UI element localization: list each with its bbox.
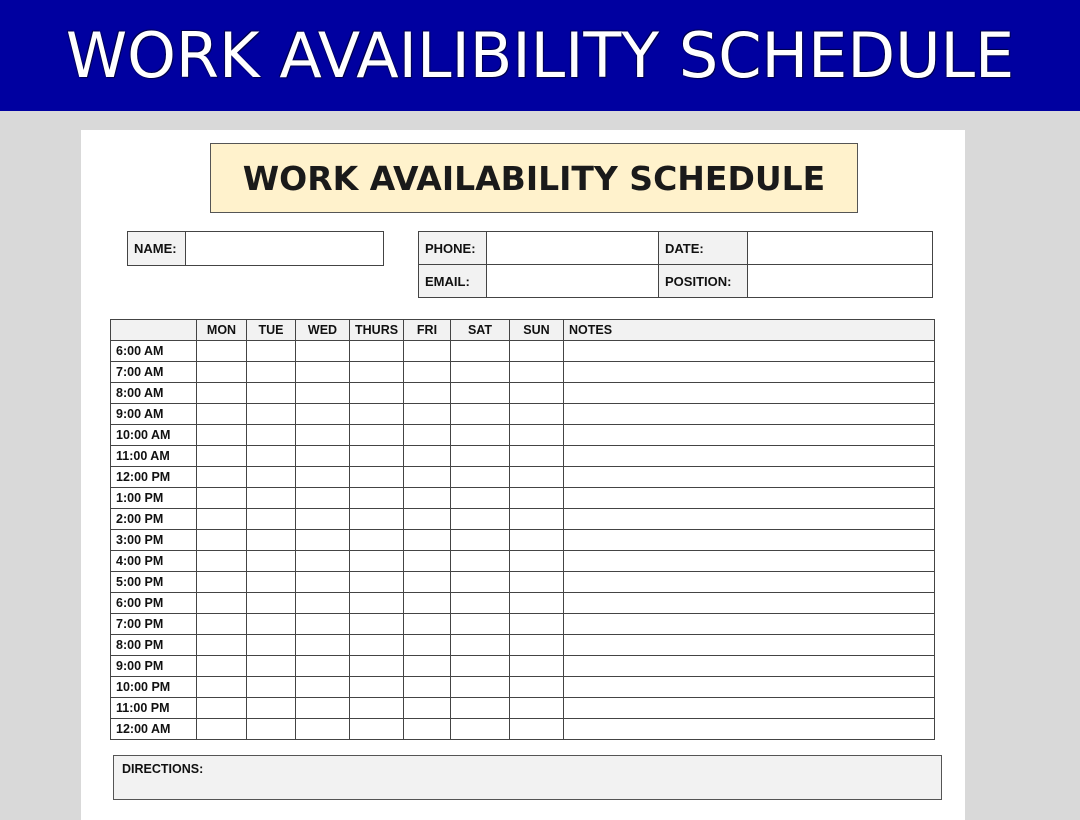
availability-cell[interactable]: [350, 719, 404, 740]
availability-cell[interactable]: [197, 362, 247, 383]
time-label: 7:00 AM: [111, 362, 197, 383]
availability-cell[interactable]: [296, 467, 350, 488]
availability-cell[interactable]: [510, 593, 564, 614]
availability-cell[interactable]: [296, 719, 350, 740]
table-row: [111, 404, 935, 425]
time-label: 5:00 PM: [111, 572, 197, 593]
table-header-row: [111, 320, 935, 341]
time-label: 1:00 PM: [111, 488, 197, 509]
name-table: [127, 231, 384, 266]
availability-cell[interactable]: [451, 425, 510, 446]
availability-cell[interactable]: [247, 572, 296, 593]
table-row: [111, 656, 935, 677]
availability-cell[interactable]: [247, 404, 296, 425]
table-row: [111, 383, 935, 404]
availability-cell[interactable]: [451, 362, 510, 383]
availability-cell[interactable]: [197, 530, 247, 551]
availability-cell[interactable]: [350, 446, 404, 467]
availability-cell[interactable]: [247, 383, 296, 404]
time-label: 9:00 PM: [111, 656, 197, 677]
availability-cell[interactable]: [510, 635, 564, 656]
availability-cell[interactable]: [197, 509, 247, 530]
availability-cell[interactable]: [510, 467, 564, 488]
availability-cell[interactable]: [197, 383, 247, 404]
availability-cell[interactable]: [247, 425, 296, 446]
availability-cell[interactable]: [510, 677, 564, 698]
time-label: 10:00 PM: [111, 677, 197, 698]
table-row: [111, 467, 935, 488]
availability-cell[interactable]: [247, 635, 296, 656]
availability-cell[interactable]: [350, 677, 404, 698]
availability-cell[interactable]: [197, 677, 247, 698]
availability-cell[interactable]: [197, 341, 247, 362]
notes-cell[interactable]: [564, 467, 935, 488]
availability-cell[interactable]: [296, 488, 350, 509]
availability-cell[interactable]: [296, 551, 350, 572]
availability-cell[interactable]: [296, 530, 350, 551]
date-label: DATE:: [659, 232, 748, 265]
availability-cell[interactable]: [247, 719, 296, 740]
availability-cell[interactable]: [350, 530, 404, 551]
availability-cell[interactable]: [350, 614, 404, 635]
availability-cell[interactable]: [510, 614, 564, 635]
availability-cell[interactable]: [451, 404, 510, 425]
document-title-box: [210, 143, 858, 213]
availability-cell[interactable]: [197, 656, 247, 677]
availability-cell[interactable]: [404, 488, 451, 509]
availability-cell[interactable]: [296, 677, 350, 698]
time-label: 6:00 AM: [111, 341, 197, 362]
availability-cell[interactable]: [451, 614, 510, 635]
name-field[interactable]: [186, 232, 384, 266]
availability-cell[interactable]: [350, 698, 404, 719]
position-field[interactable]: [748, 265, 933, 298]
availability-cell[interactable]: [247, 446, 296, 467]
column-header-wed: WED: [296, 320, 350, 341]
availability-cell[interactable]: [247, 488, 296, 509]
time-label: 2:00 PM: [111, 509, 197, 530]
availability-cell[interactable]: [510, 719, 564, 740]
banner: [0, 0, 1080, 111]
availability-cell[interactable]: [404, 593, 451, 614]
notes-cell[interactable]: [564, 530, 935, 551]
table-row: [111, 551, 935, 572]
availability-cell[interactable]: [197, 614, 247, 635]
availability-cell[interactable]: [510, 425, 564, 446]
availability-cell[interactable]: [247, 341, 296, 362]
table-row: [111, 572, 935, 593]
notes-cell[interactable]: [564, 593, 935, 614]
column-header-sat: SAT: [451, 320, 510, 341]
availability-cell[interactable]: [451, 593, 510, 614]
availability-cell[interactable]: [247, 614, 296, 635]
availability-cell[interactable]: [451, 656, 510, 677]
availability-cell[interactable]: [197, 593, 247, 614]
availability-cell[interactable]: [404, 614, 451, 635]
availability-cell[interactable]: [510, 530, 564, 551]
time-label: 12:00 AM: [111, 719, 197, 740]
availability-cell[interactable]: [296, 656, 350, 677]
notes-cell[interactable]: [564, 341, 935, 362]
availability-cell[interactable]: [404, 467, 451, 488]
availability-cell[interactable]: [350, 656, 404, 677]
availability-cell[interactable]: [296, 362, 350, 383]
availability-cell[interactable]: [510, 551, 564, 572]
notes-cell[interactable]: [564, 572, 935, 593]
availability-cell[interactable]: [404, 656, 451, 677]
availability-cell[interactable]: [197, 719, 247, 740]
document-title: WORK AVAILABILITY SCHEDULE: [242, 158, 826, 198]
availability-cell[interactable]: [510, 446, 564, 467]
availability-cell[interactable]: [197, 698, 247, 719]
availability-cell[interactable]: [296, 698, 350, 719]
availability-cell[interactable]: [404, 341, 451, 362]
availability-cell[interactable]: [296, 404, 350, 425]
availability-cell[interactable]: [350, 467, 404, 488]
table-row: [111, 425, 935, 446]
column-header-fri: FRI: [404, 320, 451, 341]
availability-cell[interactable]: [197, 425, 247, 446]
availability-cell[interactable]: [296, 446, 350, 467]
availability-cell[interactable]: [404, 719, 451, 740]
email-field[interactable]: [487, 265, 659, 298]
availability-cell[interactable]: [296, 341, 350, 362]
name-label: NAME:: [128, 232, 186, 266]
availability-cell[interactable]: [404, 362, 451, 383]
availability-cell[interactable]: [451, 719, 510, 740]
notes-cell[interactable]: [564, 509, 935, 530]
column-header-tue: TUE: [247, 320, 296, 341]
phone-field[interactable]: [487, 232, 659, 265]
table-row: [111, 530, 935, 551]
availability-cell[interactable]: [247, 509, 296, 530]
availability-cell[interactable]: [510, 572, 564, 593]
availability-cell[interactable]: [404, 509, 451, 530]
availability-cell[interactable]: [451, 551, 510, 572]
position-label: POSITION:: [659, 265, 748, 298]
availability-cell[interactable]: [247, 467, 296, 488]
directions-box[interactable]: [113, 755, 942, 800]
table-row: [111, 719, 935, 740]
availability-cell[interactable]: [451, 698, 510, 719]
contact-table: [418, 231, 933, 298]
availability-cell[interactable]: [451, 488, 510, 509]
availability-cell[interactable]: [247, 593, 296, 614]
email-label: EMAIL:: [419, 265, 487, 298]
availability-cell[interactable]: [510, 509, 564, 530]
availability-cell[interactable]: [451, 509, 510, 530]
availability-cell[interactable]: [510, 341, 564, 362]
time-label: 8:00 AM: [111, 383, 197, 404]
availability-cell[interactable]: [510, 404, 564, 425]
table-row: [111, 509, 935, 530]
table-row: [111, 446, 935, 467]
availability-cell[interactable]: [350, 404, 404, 425]
availability-cell[interactable]: [510, 698, 564, 719]
availability-cell[interactable]: [510, 488, 564, 509]
notes-cell[interactable]: [564, 635, 935, 656]
availability-cell[interactable]: [451, 572, 510, 593]
notes-cell[interactable]: [564, 656, 935, 677]
time-label: 11:00 PM: [111, 698, 197, 719]
table-row: [111, 635, 935, 656]
availability-cell[interactable]: [350, 572, 404, 593]
availability-cell[interactable]: [296, 509, 350, 530]
availability-cell[interactable]: [247, 551, 296, 572]
availability-cell[interactable]: [350, 425, 404, 446]
notes-cell[interactable]: [564, 383, 935, 404]
availability-cell[interactable]: [404, 698, 451, 719]
notes-cell[interactable]: [564, 698, 935, 719]
time-label: 6:00 PM: [111, 593, 197, 614]
availability-cell[interactable]: [451, 530, 510, 551]
time-label: 8:00 PM: [111, 635, 197, 656]
column-header-mon: MON: [197, 320, 247, 341]
notes-cell[interactable]: [564, 362, 935, 383]
availability-cell[interactable]: [404, 635, 451, 656]
availability-cell[interactable]: [197, 467, 247, 488]
availability-cell[interactable]: [350, 551, 404, 572]
availability-cell[interactable]: [247, 656, 296, 677]
availability-cell[interactable]: [510, 362, 564, 383]
phone-label: PHONE:: [419, 232, 487, 265]
availability-cell[interactable]: [350, 341, 404, 362]
availability-cell[interactable]: [350, 635, 404, 656]
availability-cell[interactable]: [404, 404, 451, 425]
table-row: [111, 614, 935, 635]
availability-cell[interactable]: [451, 677, 510, 698]
availability-cell[interactable]: [510, 383, 564, 404]
availability-cell[interactable]: [451, 383, 510, 404]
column-header-notes: NOTES: [564, 320, 935, 341]
availability-cell[interactable]: [197, 572, 247, 593]
table-row: [111, 341, 935, 362]
availability-cell[interactable]: [296, 593, 350, 614]
availability-cell[interactable]: [510, 656, 564, 677]
availability-cell[interactable]: [451, 467, 510, 488]
availability-cell[interactable]: [247, 362, 296, 383]
availability-cell[interactable]: [404, 530, 451, 551]
availability-cell[interactable]: [247, 698, 296, 719]
table-body: [111, 341, 935, 740]
time-label: 9:00 AM: [111, 404, 197, 425]
table-row: [111, 677, 935, 698]
availability-cell[interactable]: [197, 635, 247, 656]
availability-cell[interactable]: [197, 446, 247, 467]
time-label: 12:00 PM: [111, 467, 197, 488]
availability-cell[interactable]: [404, 446, 451, 467]
availability-table: [110, 319, 935, 740]
availability-cell[interactable]: [247, 530, 296, 551]
notes-cell[interactable]: [564, 488, 935, 509]
availability-cell[interactable]: [197, 551, 247, 572]
availability-cell[interactable]: [451, 341, 510, 362]
time-label: 4:00 PM: [111, 551, 197, 572]
date-field[interactable]: [748, 232, 933, 265]
time-label: 11:00 AM: [111, 446, 197, 467]
column-header-sun: SUN: [510, 320, 564, 341]
availability-cell[interactable]: [296, 425, 350, 446]
availability-cell[interactable]: [350, 362, 404, 383]
availability-cell[interactable]: [350, 488, 404, 509]
notes-cell[interactable]: [564, 677, 935, 698]
notes-cell[interactable]: [564, 446, 935, 467]
availability-cell[interactable]: [350, 509, 404, 530]
table-row: [111, 488, 935, 509]
availability-cell[interactable]: [451, 635, 510, 656]
time-label: 7:00 PM: [111, 614, 197, 635]
schedule-sheet: [81, 130, 965, 820]
time-label: 10:00 AM: [111, 425, 197, 446]
availability-cell[interactable]: [296, 614, 350, 635]
notes-cell[interactable]: [564, 551, 935, 572]
availability-cell[interactable]: [350, 593, 404, 614]
availability-cell[interactable]: [197, 404, 247, 425]
time-header-cell: [111, 320, 197, 341]
availability-cell[interactable]: [404, 425, 451, 446]
notes-cell[interactable]: [564, 404, 935, 425]
availability-cell[interactable]: [404, 677, 451, 698]
table-row: [111, 593, 935, 614]
availability-cell[interactable]: [404, 572, 451, 593]
availability-cell[interactable]: [404, 383, 451, 404]
notes-cell[interactable]: [564, 614, 935, 635]
availability-cell[interactable]: [197, 488, 247, 509]
availability-cell[interactable]: [296, 635, 350, 656]
availability-cell[interactable]: [451, 446, 510, 467]
availability-cell[interactable]: [296, 383, 350, 404]
notes-cell[interactable]: [564, 719, 935, 740]
availability-cell[interactable]: [404, 551, 451, 572]
table-row: [111, 362, 935, 383]
banner-title: WORK AVAILIBILITY SCHEDULE: [65, 19, 1015, 92]
table-row: [111, 698, 935, 719]
notes-cell[interactable]: [564, 425, 935, 446]
column-header-thurs: THURS: [350, 320, 404, 341]
availability-cell[interactable]: [247, 677, 296, 698]
directions-label: DIRECTIONS:: [122, 762, 204, 776]
availability-cell[interactable]: [296, 572, 350, 593]
availability-cell[interactable]: [350, 383, 404, 404]
time-label: 3:00 PM: [111, 530, 197, 551]
